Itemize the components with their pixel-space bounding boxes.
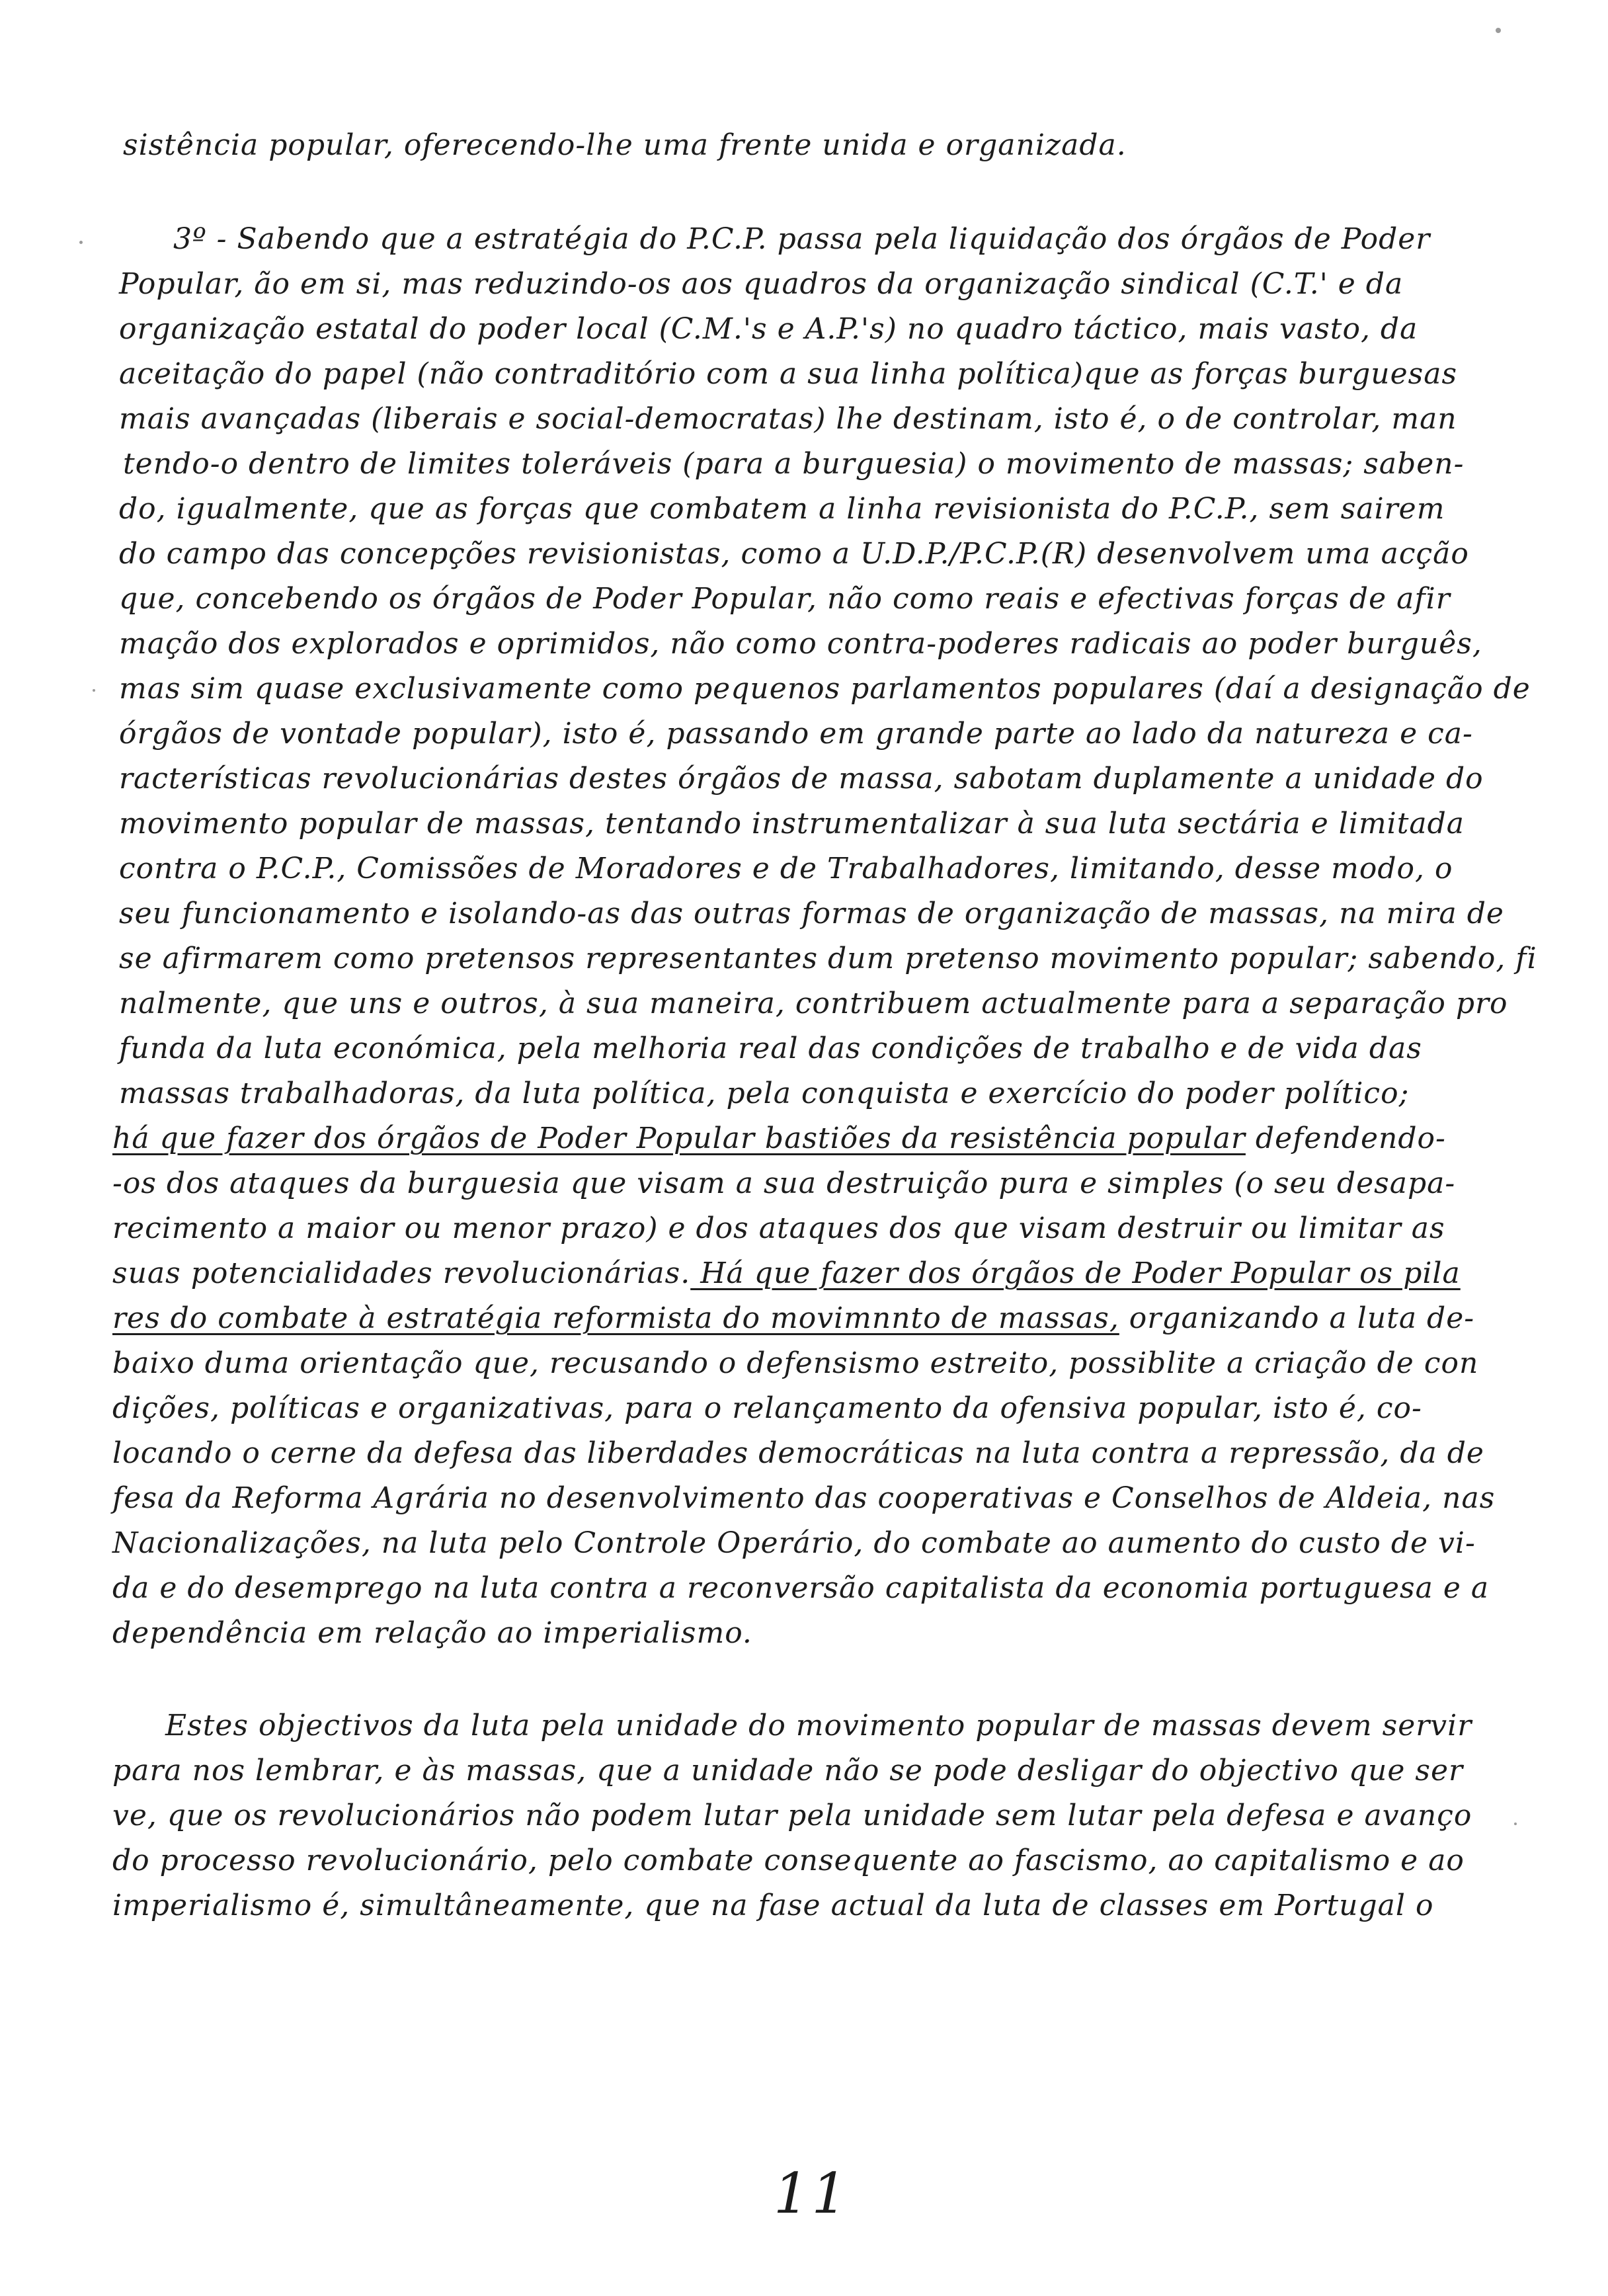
text-fragment: defendendo- <box>1245 1122 1446 1155</box>
text-line: imperialismo é, simultâneamente, que na fase actual da luta de classes em Portugal o <box>112 1889 1434 1922</box>
underlined-text: Há que fazer dos órgãos de Poder Popular os pila <box>690 1256 1461 1290</box>
text-line: ve, que os revolucionários não podem lutar pela unidade sem lutar pela defesa e avanço <box>112 1799 1472 1832</box>
text-line: do campo das concepções revisionistas, como a U.D.P./P.C.P.(R) desenvolvem uma acção <box>119 537 1469 571</box>
text-line: dições, políticas e organizativas, para o relançamento da ofensiva popular, isto é, co- <box>112 1391 1422 1425</box>
scan-speck <box>1514 1823 1517 1825</box>
text-line: se afirmarem como pretensos representantes dum pretenso movimento popular; sabendo, fi <box>119 942 1537 975</box>
text-line: fesa da Reforma Agrária no desenvolvimento das cooperativas e Conselhos de Aldeia, nas <box>112 1481 1496 1515</box>
text-line: movimento popular de massas, tentando instrumentalizar à sua luta sectária e limitada <box>119 807 1465 840</box>
text-line: do processo revolucionário, pelo combate consequente ao fascismo, ao capitalismo e ao <box>112 1844 1465 1877</box>
text-fragment: organizando a luta de- <box>1119 1301 1475 1335</box>
text-line <box>112 1300 1474 1337</box>
text-fragment: suas potencialidades revolucionárias. <box>112 1256 691 1290</box>
text-line: nalmente, que uns e outros, à sua maneira, contribuem actualmente para a separação pro <box>119 987 1508 1020</box>
text-line: dependência em relação ao imperialismo. <box>112 1616 752 1650</box>
text-line: funda da luta económica, pela melhoria real das condições de trabalho e de vida das <box>119 1032 1422 1065</box>
underlined-text: há que fazer dos órgãos de Poder Popular bastiões da resistência popular <box>112 1122 1246 1155</box>
text-line: do, igualmente, que as forças que combatem a linha revisionista do P.C.P., sem sairem <box>119 492 1445 526</box>
text-line: tendo-o dentro de limites toleráveis (para a burguesia) o movimento de massas; saben- <box>123 447 1465 481</box>
text-line: recimento a maior ou menor prazo) e dos ataques dos que visam destruir ou limitar as <box>112 1211 1445 1245</box>
text-line: racterísticas revolucionárias destes órgãos de massa, sabotam duplamente a unidade do <box>119 762 1484 796</box>
page-number: 11 <box>774 2161 850 2226</box>
text-line: sistência popular, oferecendo-lhe uma frente unida e organizada. <box>123 128 1127 162</box>
text-line: Popular, ão em si, mas reduzindo-os aos quadros da organização sindical (C.T.' e da <box>119 267 1404 301</box>
text-line <box>112 1120 1446 1157</box>
scan-speck <box>79 241 83 244</box>
scan-speck <box>93 689 95 692</box>
underlined-text: res do combate à estratégia reformista do movimnnto de massas, <box>112 1301 1119 1335</box>
text-line: aceitação do papel (não contraditório com a sua linha política)que as forças burguesas <box>119 357 1458 391</box>
text-line: mais avançadas (liberais e social-democratas) lhe destinam, isto é, o de controlar, man <box>119 402 1457 436</box>
text-line: seu funcionamento e isolando-as das outras formas de organização de massas, na mira de <box>119 897 1504 930</box>
text-line: 3º - Sabendo que a estratégia do P.C.P. passa pela liquidação dos órgãos de Poder <box>173 222 1431 256</box>
text-line: locando o cerne da defesa das liberdades democráticas na luta contra a repressão, da de <box>112 1436 1484 1470</box>
scan-speck <box>1496 28 1501 33</box>
text-line: para nos lembrar, e às massas, que a unidade não se pode desligar do objectivo que ser <box>112 1754 1464 1787</box>
text-line: que, concebendo os órgãos de Poder Popular, não como reais e efectivas forças de afir <box>119 582 1451 616</box>
text-line: baixo duma orientação que, recusando o defensismo estreito, possiblite a criação de con <box>112 1346 1479 1380</box>
text-line: massas trabalhadoras, da luta política, pela conquista e exercício do poder político; <box>119 1077 1410 1110</box>
text-line: mas sim quase exclusivamente como pequenos parlamentos populares (daí a designação de <box>119 672 1531 706</box>
text-line: mação dos explorados e oprimidos, não como contra-poderes radicais ao poder burguês, <box>119 627 1482 661</box>
text-line: contra o P.C.P., Comissões de Moradores e de Trabalhadores, limitando, desse modo, o <box>119 852 1453 885</box>
text-line: organização estatal do poder local (C.M.'s e A.P.'s) no quadro táctico, mais vasto, da <box>119 312 1418 346</box>
text-line: órgãos de vontade popular), isto é, passando em grande parte ao lado da natureza e ca- <box>119 717 1473 751</box>
text-line: Nacionalizações, na luta pelo Controle Operário, do combate ao aumento do custo de vi- <box>112 1526 1476 1560</box>
text-line <box>112 1255 1461 1292</box>
text-line: -os dos ataques da burguesia que visam a sua destruição pura e simples (o seu desapa- <box>112 1167 1456 1200</box>
text-line: da e do desemprego na luta contra a reconversão capitalista da economia portuguesa e a <box>112 1571 1490 1605</box>
text-line: Estes objectivos da luta pela unidade do movimento popular de massas devem servir <box>165 1709 1472 1742</box>
